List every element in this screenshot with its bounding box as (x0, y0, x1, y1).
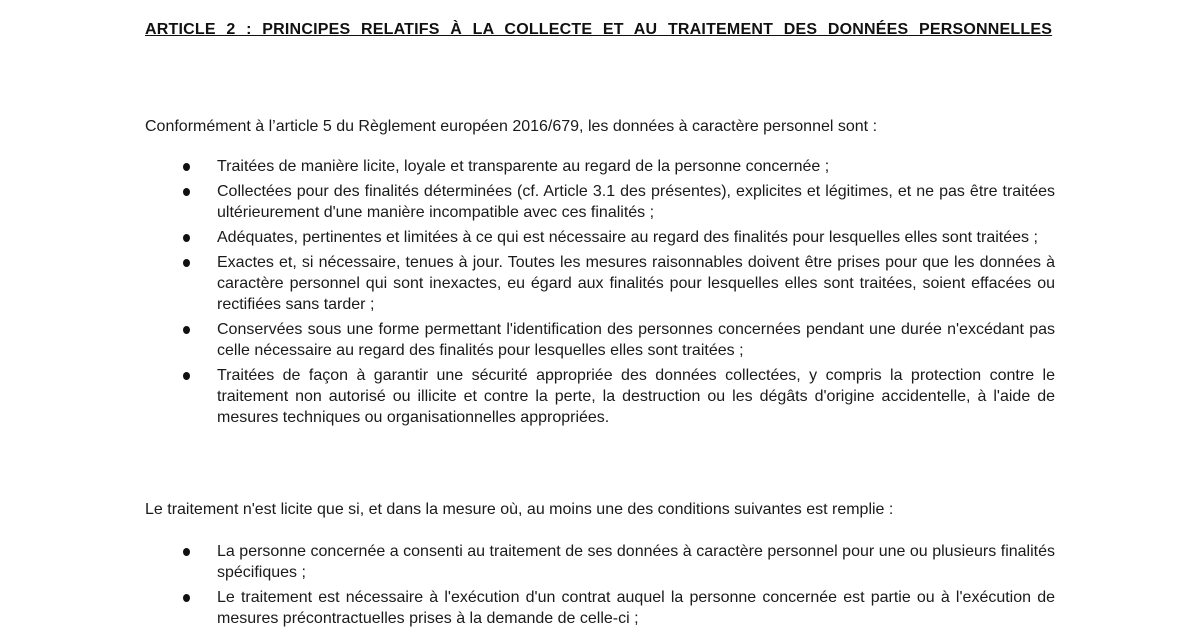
list-item (145, 227, 1055, 248)
bullet-icon (183, 372, 190, 380)
list-item (145, 156, 1055, 177)
list-item (145, 587, 1055, 629)
list-item (145, 365, 1055, 428)
list-item-text: Traitées de manière licite, loyale et transparente au regard de la personne concernée ; (217, 158, 830, 175)
list-item-text: La personne concernée a consenti au traitement de ses données à caractère personnel pour une ou plusieurs finalités spécifiques ; (217, 543, 1055, 581)
article-title: ARTICLE 2 : PRINCIPES RELATIFS À LA COLLECTE ET AU TRAITEMENT DES DONNÉES PERSONNELLES (145, 21, 1053, 38)
bullet-icon (183, 188, 190, 196)
section2-list (145, 541, 1055, 633)
section2-intro: Le traitement n'est licite que si, et dans la mesure où, au moins une des conditions suivantes est remplie : (145, 501, 894, 518)
bullet-icon (183, 234, 190, 242)
section1-list (145, 156, 1055, 432)
bullet-icon (183, 259, 190, 267)
list-item-text: Exactes et, si nécessaire, tenues à jour. Toutes les mesures raisonnables doivent être prises pour que les données à caractère personnel qui sont inexactes, eu égard aux finalités pour lesquelles elles sont traitées, soient effacées ou rectifiées sans tarder ; (217, 254, 1055, 313)
bullet-icon (183, 326, 190, 334)
bullet-icon (183, 548, 190, 556)
list-item-text: Conservées sous une forme permettant l'identification des personnes concernées pendant une durée n'excédant pas celle nécessaire au regard des finalités pour lesquelles elles sont traitées ; (217, 321, 1055, 359)
list-item-text: Le traitement est nécessaire à l'exécution d'un contrat auquel la personne concernée est partie ou à l'exécution de mesures précontractuelles prises à la demande de celle-ci ; (217, 589, 1055, 627)
list-item-text: Traitées de façon à garantir une sécurité appropriée des données collectées, y compris la protection contre le traitement non autorisé ou illicite et contre la perte, la destruction ou les dégâts d'origine accidentelle, à l'aide de mesures techniques ou organisationnelles appropriées. (217, 367, 1055, 426)
list-item-text: Collectées pour des finalités déterminées (cf. Article 3.1 des présentes), explicites et légitimes, et ne pas être traitées ultérieurement d'une manière incompatible avec ces finalités ; (217, 183, 1055, 221)
bullet-icon (183, 163, 190, 171)
bullet-icon (183, 594, 190, 602)
list-item (145, 252, 1055, 315)
list-item-text: Adéquates, pertinentes et limitées à ce qui est nécessaire au regard des finalités pour lesquelles elles sont traitées ; (217, 229, 1038, 246)
list-item (145, 541, 1055, 583)
section1-intro: Conformément à l’article 5 du Règlement européen 2016/679, les données à caractère personnel sont : (145, 118, 878, 135)
list-item (145, 319, 1055, 361)
list-item (145, 181, 1055, 223)
